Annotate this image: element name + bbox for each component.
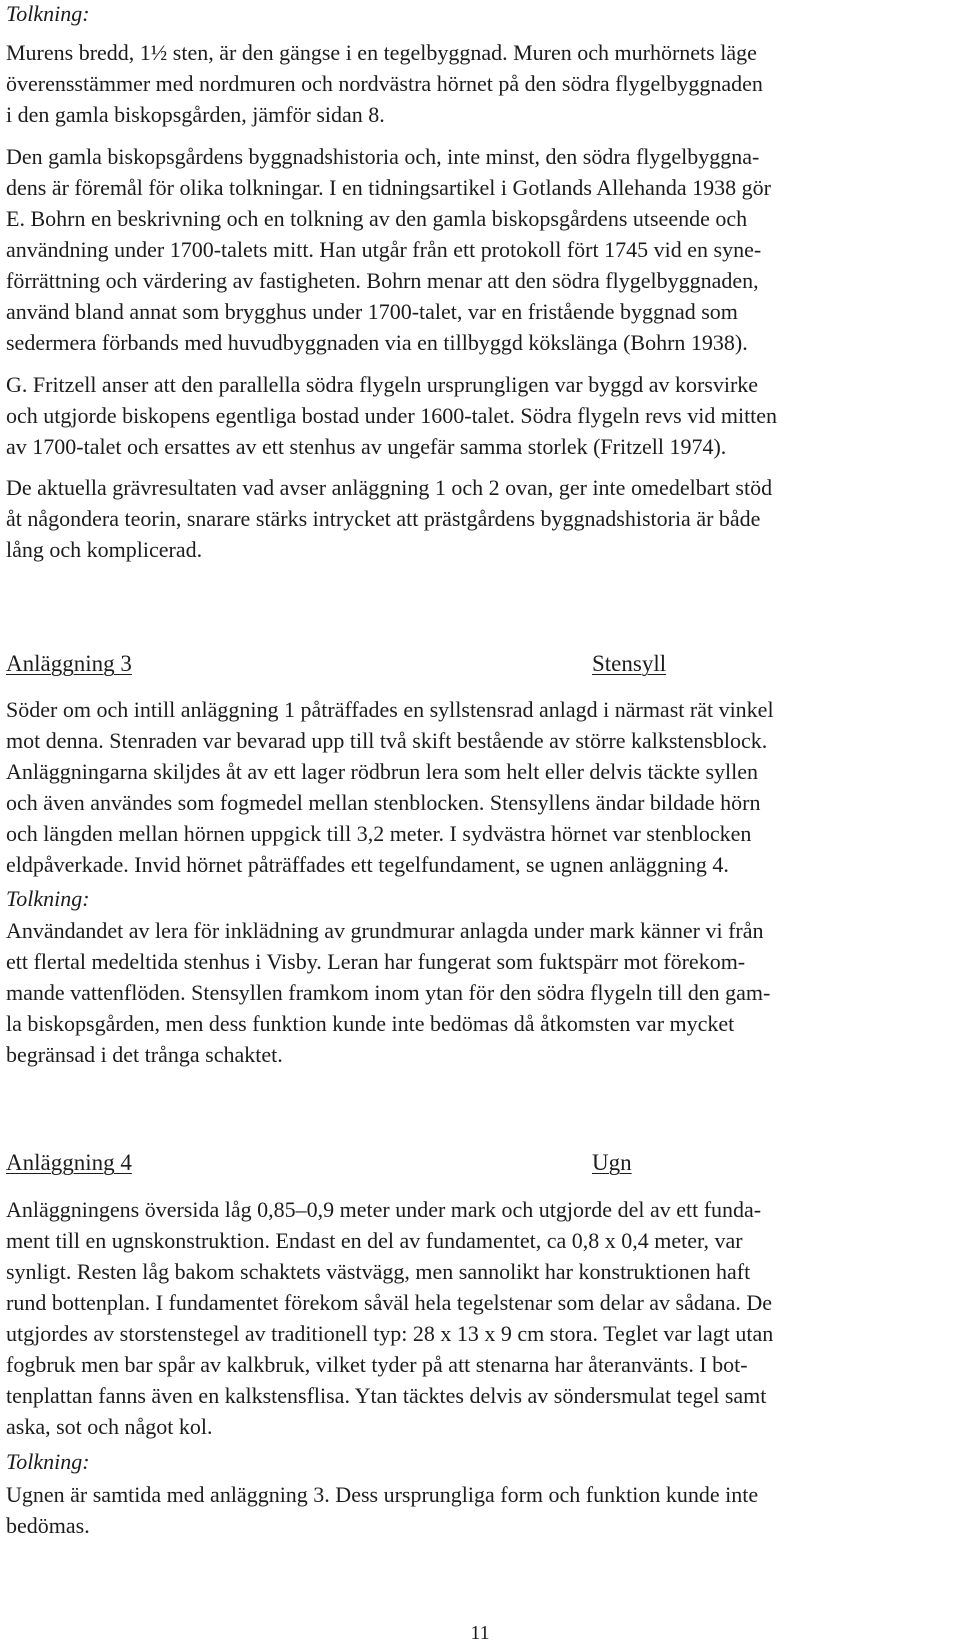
text-line: G. Fritzell anser att den parallella södra flygeln ursprungligen var byggd av korsvirke [6,372,759,397]
text-line: användning under 1700-talets mitt. Han utgår från ett protokoll fört 1745 vid en syne- [6,237,762,262]
interpretation-label: Tolkning: [6,1,90,26]
text-line: De aktuella grävresultaten vad avser anläggning 1 och 2 ovan, ger inte omedelbart stöd [6,475,773,500]
text-line: lång och komplicerad. [6,537,203,562]
text-line: eldpåverkade. Invid hörnet påträffades ett tegelfundament, se ugnen anläggning 4. [6,852,729,877]
text-line: ment till en ugnskonstruktion. Endast en del av fundamentet, ca 0,8 x 0,4 meter, var [6,1228,743,1253]
text-line: la biskopsgården, men dess funktion kunde inte bedömas då åtkomsten var mycket [6,1011,735,1036]
text-line: Den gamla biskopsgårdens byggnadshistoria och, inte minst, den södra flygelbyggna- [6,144,760,169]
text-line: rund bottenplan. I fundamentet förekom såväl hela tegelstenar som delar av sådana. De [6,1290,773,1315]
text-line: Söder om och intill anläggning 1 påträffades en syllstensrad anlagd i närmast rät vinkel [6,697,774,722]
text-line: Anläggningens översida låg 0,85–0,9 meter under mark och utgjorde del av ett funda- [6,1197,762,1222]
interpretation-label: Tolkning: [6,1449,90,1474]
text-line: använd bland annat som brygghus under 1700-talet, var en fristående byggnad som [6,299,738,324]
text-line: tenplattan fanns även en kalkstensflisa. Ytan täcktes delvis av söndersmulat tegel samt [6,1383,767,1408]
section-subheading: Stensyll [592,651,667,676]
text-line: ett flertal medeltida stenhus i Visby. Leran har fungerat som fuktspärr mot förekom- [6,949,746,974]
text-line: i den gamla biskopsgården, jämför sidan 8. [6,102,385,127]
text-line: av 1700-talet och ersattes av ett stenhus av ungefär samma storlek (Fritzell 1974). [6,434,727,459]
text-line: bedömas. [6,1513,90,1538]
text-line: begränsad i det trånga schaktet. [6,1042,283,1067]
interpretation-label: Tolkning: [6,886,90,911]
section-heading: Anläggning 3 [6,651,132,676]
text-line: förrättning och värdering av fastigheten. Bohrn menar att den södra flygelbyggnaden, [6,268,759,293]
text-line: E. Bohrn en beskrivning och en tolkning av den gamla biskopsgårdens utseende och [6,206,748,231]
text-line: Anläggningarna skiljdes åt av ett lager rödbrun lera som helt eller delvis täckte syllen [6,759,759,784]
text-line: mande vattenflöden. Stensyllen framkom inom ytan för den södra flygeln till den gam- [6,980,771,1005]
text-line: mot denna. Stenraden var bevarad upp till två skift bestående av större kalkstensblock. [6,728,768,753]
text-line: sedermera förbands med huvudbyggnaden via en tillbyggd kökslänga (Bohrn 1938). [6,330,748,355]
text-line: och även användes som fogmedel mellan stenblocken. Stensyllens ändar bildade hörn [6,790,761,815]
text-line: Användandet av lera för inklädning av grundmurar anlagda under mark känner vi från [6,918,764,943]
section-heading: Anläggning 4 [6,1150,132,1175]
text-line: överensstämmer med nordmuren och nordvästra hörnet på den södra flygelbyggnaden [6,71,763,96]
text-line: utgjordes av storstenstegel av traditionell typ: 28 x 13 x 9 cm stora. Teglet var lagt utan [6,1321,774,1346]
text-line: Ugnen är samtida med anläggning 3. Dess ursprungliga form och funktion kunde inte [6,1482,759,1507]
text-line: och längden mellan hörnen uppgick till 3,2 meter. I sydvästra hörnet var stenblocken [6,821,752,846]
text-line: och utgjorde biskopens egentliga bostad under 1600-talet. Södra flygeln revs vid mitten [6,403,778,428]
text-line: fogbruk men bar spår av kalkbruk, vilket tyder på att stenarna har återanvänts. I bot- [6,1352,748,1377]
text-line: åt någondera teorin, snarare stärks intrycket att prästgårdens byggnadshistoria är både [6,506,761,531]
text-line: synligt. Resten låg bakom schaktets västvägg, men sannolikt har konstruktionen haft [6,1259,751,1284]
page-number: 11 [470,1622,490,1644]
text-line: dens är föremål för olika tolkningar. I en tidningsartikel i Gotlands Allehanda 1938 gör [6,175,771,200]
text-line: Murens bredd, 1½ sten, är den gängse i en tegelbyggnad. Muren och murhörnets läge [6,40,757,65]
text-line: aska, sot och något kol. [6,1414,213,1439]
section-subheading: Ugn [592,1150,632,1175]
